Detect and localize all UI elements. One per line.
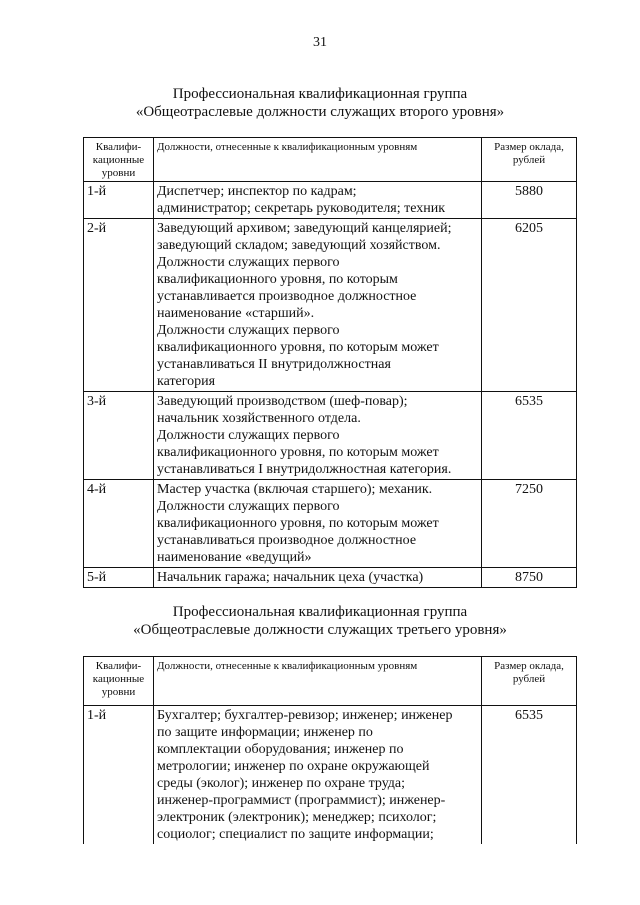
group-title-line2: «Общеотраслевые должности служащих третьего уровня» — [133, 622, 507, 638]
position-text-line: социолог; специалист по защите информации; — [157, 827, 434, 842]
position-text-line: инженер-программист (программист); инженер- — [157, 793, 446, 808]
position-text-line: Должности служащих первого — [157, 323, 340, 338]
cell-positions — [154, 706, 482, 845]
position-text-line: Заведующий производством (шеф-повар); — [157, 394, 408, 409]
header-level: Квалифи-кационные уровни — [84, 657, 154, 706]
position-text-line: Диспетчер; инспектор по кадрам; — [157, 184, 357, 199]
table-row — [84, 392, 577, 480]
cell-level: 3-й — [84, 392, 154, 480]
position-text-line: Должности служащих первого — [157, 428, 340, 443]
group-title-second-level — [0, 85, 640, 121]
cell-level: 4-й — [84, 480, 154, 568]
group-title-line1: Профессиональная квалификационная группа — [172, 604, 468, 620]
cell-positions — [154, 182, 482, 219]
cell-salary: 7250 — [482, 480, 577, 568]
position-text-line: категория — [157, 374, 216, 389]
table-row — [84, 219, 577, 392]
table-body — [84, 706, 577, 845]
header-positions: Должности, отнесенные к квалификационным уровням — [154, 657, 482, 706]
table-header-row — [84, 657, 577, 706]
cell-positions — [154, 392, 482, 480]
position-text-line: Должности служащих первого — [157, 255, 340, 270]
cell-salary: 8750 — [482, 568, 577, 588]
position-text-line: Мастер участка (включая старшего); механик. — [157, 482, 433, 497]
header-positions: Должности, отнесенные к квалификационным уровням — [154, 138, 482, 182]
position-text-line: квалификационного уровня, по которым может — [157, 340, 439, 355]
position-text-line: устанавливается производное должностное — [157, 289, 417, 304]
group-title-third-level — [0, 603, 640, 639]
position-text-line: квалификационного уровня, по которым может — [157, 445, 439, 460]
position-text-line: Бухгалтер; бухгалтер-ревизор; инженер; инженер — [157, 708, 453, 723]
cell-level: 5-й — [84, 568, 154, 588]
table-header-row — [84, 138, 577, 182]
position-text-line: Заведующий архивом; заведующий канцелярией; — [157, 221, 452, 236]
table-row — [84, 568, 577, 588]
position-text-line: устанавливаться I внутридолжностная категория. — [157, 462, 452, 477]
cell-positions — [154, 219, 482, 392]
cell-positions — [154, 480, 482, 568]
table-row — [84, 480, 577, 568]
group-title-line1: Профессиональная квалификационная группа — [172, 86, 468, 102]
position-text-line: устанавливаться производное должностное — [157, 533, 417, 548]
position-text-line: Должности служащих первого — [157, 499, 340, 514]
position-text-line: квалификационного уровня, по которым — [157, 272, 398, 287]
cell-level: 2-й — [84, 219, 154, 392]
table-body — [84, 182, 577, 588]
position-text-line: наименование «ведущий» — [157, 550, 312, 565]
position-text-line: Начальник гаража; начальник цеха (участка) — [157, 570, 424, 585]
position-text-line: среды (эколог); инженер по охране труда; — [157, 776, 406, 791]
cell-positions — [154, 568, 482, 588]
position-text-line: устанавливаться II внутридолжностная — [157, 357, 391, 372]
position-text-line: метрологии; инженер по охране окружающей — [157, 759, 430, 774]
page-number: 31 — [313, 35, 327, 50]
header-salary: Размер оклада, рублей — [482, 138, 577, 182]
header-salary: Размер оклада, рублей — [482, 657, 577, 706]
position-text-line: заведующий складом; заведующий хозяйством. — [157, 238, 441, 253]
position-text-line: электроник (электроник); менеджер; психолог; — [157, 810, 437, 825]
position-text-line: комплектации оборудования; инженер по — [157, 742, 404, 757]
cell-level: 1-й — [84, 182, 154, 219]
header-level: Квалифи-кационные уровни — [84, 138, 154, 182]
qualification-table-third-level — [83, 656, 577, 844]
table-row — [84, 182, 577, 219]
cell-salary: 6535 — [482, 706, 577, 845]
position-text-line: квалификационного уровня, по которым может — [157, 516, 439, 531]
position-text-line: по защите информации; инженер по — [157, 725, 373, 740]
position-text-line: администратор; секретарь руководителя; техник — [157, 201, 446, 216]
position-text-line: наименование «старший». — [157, 306, 315, 321]
position-text-line: начальник хозяйственного отдела. — [157, 411, 361, 426]
cell-salary: 6535 — [482, 392, 577, 480]
group-title-line2: «Общеотраслевые должности служащих второго уровня» — [135, 104, 505, 120]
cell-salary: 6205 — [482, 219, 577, 392]
table-row — [84, 706, 577, 845]
qualification-table-second-level — [83, 137, 577, 588]
cell-level: 1-й — [84, 706, 154, 845]
cell-salary: 5880 — [482, 182, 577, 219]
